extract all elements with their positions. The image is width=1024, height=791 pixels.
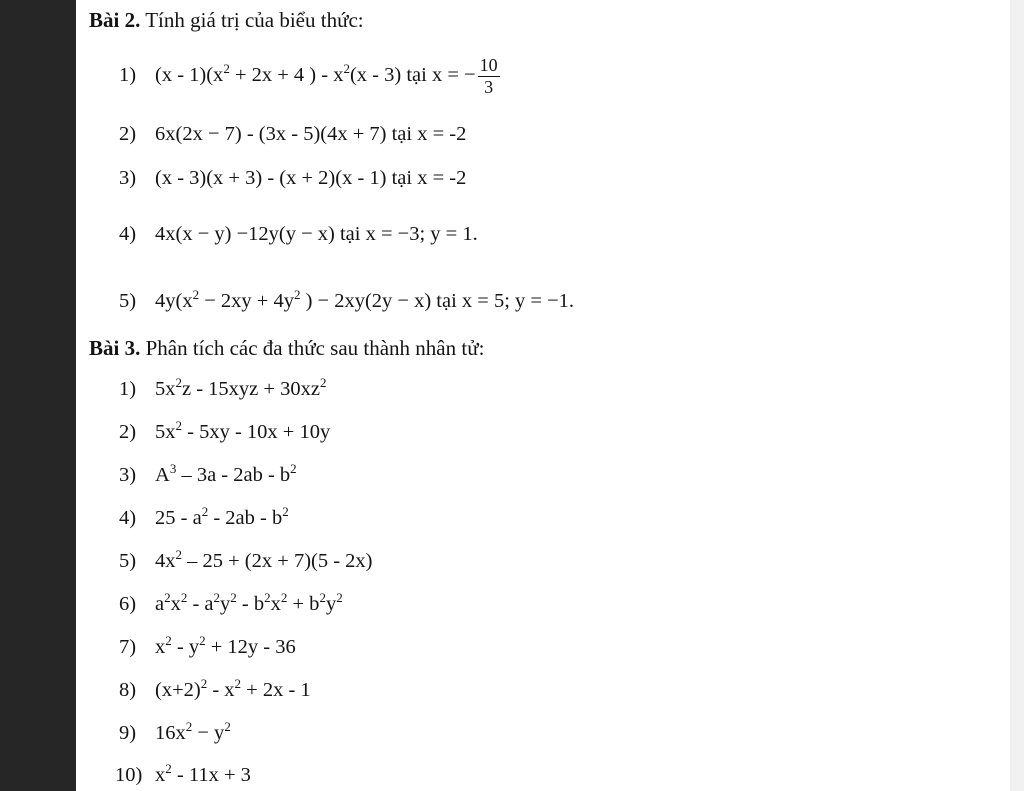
expr-part: - a <box>187 593 214 615</box>
item-number: 3) <box>119 464 137 486</box>
item-number: 6) <box>119 593 137 615</box>
item-number: 5) <box>119 550 137 572</box>
exponent: 2 <box>164 590 171 605</box>
fraction <box>478 55 500 97</box>
exponent: 2 <box>185 719 193 734</box>
bai2-title: Tính giá trị của biểu thức: <box>140 8 364 32</box>
expr-part: x <box>155 636 166 658</box>
exponent: 3 <box>169 461 177 476</box>
exponent: 2 <box>282 504 289 519</box>
expr-part: + 2x + 4 ) - x <box>229 63 344 86</box>
exponent: 2 <box>336 590 343 605</box>
expr-part: - b <box>236 593 265 615</box>
expr-part: y <box>220 593 231 615</box>
bai2-item-4 <box>119 223 478 246</box>
fraction-numerator: 10 <box>479 55 498 75</box>
exponent: 2 <box>200 676 208 691</box>
expr-part: + 2x - 1 <box>241 679 311 701</box>
exponent: 2 <box>192 287 200 302</box>
bai2-label: Bài 2. <box>89 8 141 32</box>
exponent: 2 <box>223 60 230 76</box>
expr-part: (x - 1)(x <box>155 63 224 86</box>
exponent: 2 <box>230 590 237 605</box>
exponent: 2 <box>213 590 221 605</box>
bai3-item-5 <box>119 547 373 573</box>
expr-part: 5x <box>155 378 176 400</box>
expr-part: 4x <box>155 550 176 572</box>
exponent: 2 <box>319 375 327 390</box>
expr-part: - y <box>171 636 200 658</box>
expression <box>155 547 373 573</box>
expression <box>155 633 296 659</box>
item-number: 7) <box>119 636 137 658</box>
item-number: 1) <box>119 63 137 86</box>
expr-part: – 25 + (2x + 7)(5 - 2x) <box>182 550 373 572</box>
exponent: 2 <box>165 761 172 776</box>
item-number: 2) <box>119 421 137 443</box>
expr-part: x <box>270 593 281 615</box>
expr-part: + 12y - 36 <box>205 636 296 658</box>
exponent: 2 <box>175 375 182 390</box>
exponent: 2 <box>293 287 301 302</box>
exponent: 2 <box>319 590 326 605</box>
item-number: 4) <box>119 507 137 529</box>
exponent: 2 <box>175 418 182 433</box>
item-number: 5) <box>119 290 137 312</box>
expr-part: - 2ab - b <box>208 507 283 529</box>
item-number: 4) <box>119 223 137 245</box>
bai3-item-4 <box>119 504 289 530</box>
exponent: 2 <box>264 590 271 605</box>
exponent: 2 <box>280 590 288 605</box>
expression: 6x(2x − 7) - (3x - 5)(4x + 7) tại x = -2 <box>155 123 467 145</box>
expr-part: - 11x + 3 <box>171 764 251 786</box>
expr-part: - x <box>207 679 235 701</box>
item-number: 9) <box>119 722 137 744</box>
expression <box>155 676 311 702</box>
exponent: 2 <box>234 676 242 691</box>
bai3-item-6 <box>119 590 343 616</box>
expr-part: − y <box>192 722 225 744</box>
bai2-item-1 <box>119 55 500 97</box>
bai3-label: Bài 3. <box>89 336 141 360</box>
item-number: 8) <box>119 679 137 701</box>
left-dark-border <box>0 0 76 791</box>
expr-part: − 2xy + 4y <box>199 290 294 312</box>
bai3-item-1 <box>119 375 327 401</box>
exponent: 2 <box>290 461 297 476</box>
expr-part: - 5xy - 10x + 10y <box>182 421 331 443</box>
exponent: 2 <box>201 504 209 519</box>
bai3-item-8 <box>119 676 311 702</box>
expr-part: 4y(x <box>155 290 193 312</box>
exponent: 2 <box>165 633 172 648</box>
expression <box>155 590 343 616</box>
expr-part: ) − 2xy(2y − x) tại x = 5; y = −1. <box>300 290 575 312</box>
expr-part: 5x <box>155 421 176 443</box>
bai3-title: Phân tích các đa thức sau thành nhân tử: <box>140 336 485 360</box>
bai2-item-3 <box>119 167 466 190</box>
expr-part: z - 15xyz + 30xz <box>182 378 320 400</box>
expr-part: + b <box>287 593 320 615</box>
bai2-heading <box>89 8 364 33</box>
expression <box>155 461 297 487</box>
bai2-item-2 <box>119 123 466 146</box>
expr-part: (x+2) <box>155 679 201 701</box>
expression <box>155 719 231 745</box>
item-number: 10) <box>115 764 143 786</box>
expression <box>155 761 251 787</box>
expr-part: 16x <box>155 722 186 744</box>
bai3-item-2 <box>119 418 331 444</box>
expr-part: x <box>155 764 166 786</box>
expr-part: 25 - a <box>155 507 202 529</box>
bai3-item-3 <box>119 461 297 487</box>
item-number: 3) <box>119 167 137 189</box>
item-number: 2) <box>119 123 137 145</box>
expression <box>155 418 331 444</box>
expression: 4x(x − y) −12y(y − x) tại x = −3; y = 1. <box>155 223 478 245</box>
expression <box>155 287 575 313</box>
bai2-item-5 <box>119 287 575 313</box>
right-gutter <box>1010 0 1024 791</box>
fraction-denominator: 3 <box>484 76 494 97</box>
expr-part: a <box>155 593 165 615</box>
expression <box>155 55 500 97</box>
expression <box>155 375 327 401</box>
exponent: 2 <box>224 719 231 734</box>
expr-part: – 3a - 2ab - b <box>176 464 291 486</box>
expr-part: A <box>155 464 170 486</box>
item-number: 1) <box>119 378 137 400</box>
bai3-item-10 <box>115 761 251 787</box>
expr-part: (x - 3) tại x = − <box>349 63 476 86</box>
bai3-item-7 <box>119 633 296 659</box>
exponent: 2 <box>175 547 182 562</box>
expression <box>155 504 289 530</box>
exponent: 2 <box>199 633 206 648</box>
expr-part: x <box>170 593 181 615</box>
bai3-item-9 <box>119 719 231 745</box>
expr-part: y <box>325 593 337 615</box>
bai3-heading <box>89 336 484 361</box>
exponent: 2 <box>343 60 350 76</box>
exponent: 2 <box>180 590 188 605</box>
expression: (x - 3)(x + 3) - (x + 2)(x - 1) tại x = -2 <box>155 167 467 189</box>
